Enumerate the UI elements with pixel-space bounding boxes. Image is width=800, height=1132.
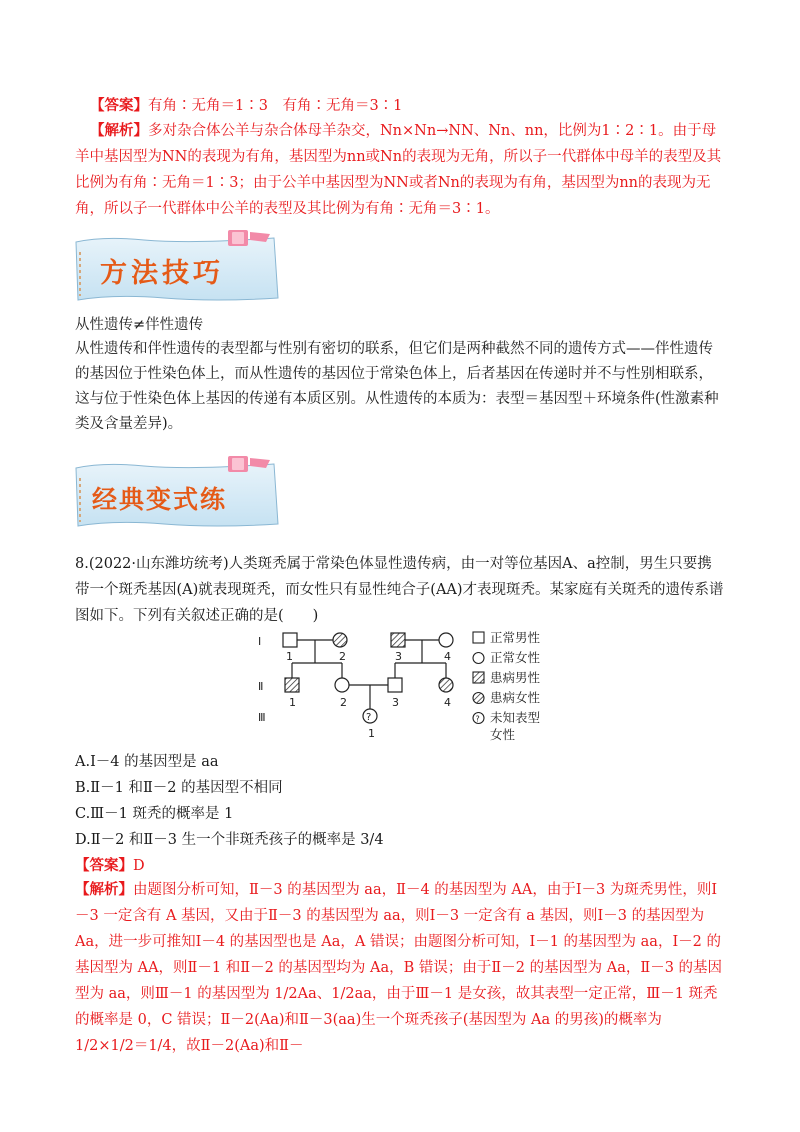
gen3-number-1: 1 [368,727,375,740]
legend-unknown: 未知表型 [490,710,541,725]
legend-affected-female-symbol [473,693,484,704]
gen1-male-1 [283,633,297,647]
analysis-text: 由题图分析可知，Ⅱ－3 的基因型为 aa，Ⅱ－4 的基因型为 AA，由于Ⅰ－3 为斑秃男性，则Ⅰ－3 一定含有 A 基因，又由于Ⅱ－3 的基因型为 aa，则Ⅰ－3 一定含有 a 基因，则Ⅰ－3 的基因型为 Aa，进一步可推知Ⅰ－4 的基因型也是 Aa，A 错误；由题图分析可知，Ⅰ－1 的基因型为 aa，Ⅰ－2 的基因型为 AA，则Ⅱ－1 和Ⅱ－2 的基因型均为 Aa，B 错误；由于Ⅱ－2 的基因型为 Aa，Ⅱ－3 的基因型为 aa，则Ⅲ－1 的基因型为 1/2Aa、1/2aa，由于Ⅲ－1 是女孩，故其表型一定正常，Ⅲ－1 斑秃的概率是 0，C 错误；Ⅱ－2(Aa)和Ⅱ－3(aa)生一个斑秃孩子(基因型为 Aa 的男孩)的概率为 1/2×1/2＝1/4，故Ⅱ－2(Aa)和Ⅱ－ [75,882,723,1054]
gen1-number-4: 4 [444,650,451,663]
analysis [75,877,725,1059]
gen-label-3: Ⅲ [258,711,266,724]
gen1-male-3 [391,633,405,647]
legend-affected-male: 患病男性 [490,670,541,685]
practice-banner [74,454,284,540]
gen2-number-3: 3 [392,696,399,709]
option-c: C.Ⅲ－1 斑秃的概率是 1 [75,806,234,822]
answer-label: 【答案】 [90,97,148,114]
method-banner-title: 方法技巧 [100,258,224,289]
gen3-unknown-mark: ? [366,712,372,723]
gen-label-1: Ⅰ [258,635,262,648]
legend-normal-female-symbol [473,653,484,664]
method-heading: 从性遗传≠伴性遗传 [75,317,204,333]
option-b: B.Ⅱ－1 和Ⅱ－2 的基因型不相同 [75,780,283,796]
legend-normal-male: 正常男性 [490,630,541,645]
previous-analysis [75,118,725,222]
gen1-number-3: 3 [395,650,402,663]
practice-banner-title: 经典变式练 [92,485,228,514]
answer-text: 有角∶无角＝1∶3 有角∶无角＝3∶1 [148,98,403,114]
gen2-number-4: 4 [444,696,451,709]
gen-label-2: Ⅱ [258,680,264,693]
analysis-label: 【解析】 [90,122,148,139]
option-a: A.Ⅰ－4 的基因型是 aa [75,754,219,770]
gen2-female-4 [439,678,453,692]
gen1-number-1: 1 [286,650,293,663]
gen1-number-2: 2 [339,650,346,663]
analysis-text: 多对杂合体公羊与杂合体母羊杂交，Nn×Nn→NN、Nn、nn，比例为1∶2∶1。由于母羊中基因型为NN的表现为有角，基因型为nn或Nn的表现为无角，所以子一代群体中母羊的表型及其比例为有角∶无角＝1∶3；由于公羊中基因型为NN或者Nn的表现为有角，基因型为nn的表现为无角，所以子一代群体中公羊的表型及其比例为有角∶无角＝3∶1。 [75,123,722,217]
gen2-female-2 [335,678,349,692]
gen2-number-1: 1 [289,696,296,709]
question-stem: 8.(2022·山东潍坊统考)人类斑秃属于常染色体显性遗传病，由一对等位基因A、a控制，男生只要携带一个斑秃基因(A)就表现斑秃，而女性只有显性纯合子(AA)才表现斑秃。某家庭有关斑秃的遗传系谱图如下。下列有关叙述正确的是( ) [75,556,724,624]
legend-normal-female: 正常女性 [490,650,541,665]
legend-affected-female: 患病女性 [490,690,541,705]
gen1-female-4 [439,633,453,647]
gen2-number-2: 2 [340,696,347,709]
method-banner [74,228,284,314]
legend-unknown-female: 女性 [490,727,516,742]
method-body: 从性遗传和伴性遗传的表型都与性别有密切的联系，但它们是两种截然不同的遗传方式——伴性遗传的基因位于性染色体上，而从性遗传的基因位于常染色体上，后者基因在传递时并不与性别相联系，这与位于性染色体上基因的传递有本质区别。从性遗传的本质为：表型＝基因型＋环境条件(性激素种类及含量差异)。 [75,341,719,432]
gen2-male-3 [388,678,402,692]
gen2-male-1 [285,678,299,692]
answer [75,856,145,876]
gen1-female-2 [333,633,347,647]
previous-answer [90,96,402,116]
legend-unknown-mark: ? [475,714,480,724]
answer-label: 【答案】 [75,857,133,874]
legend-normal-male-symbol [473,632,484,643]
analysis-label: 【解析】 [75,881,133,898]
answer-text: D [133,858,145,874]
pedigree-diagram [258,627,558,751]
legend-affected-male-symbol [473,672,484,683]
option-d: D.Ⅱ－2 和Ⅱ－3 生一个非斑秃孩子的概率是 3/4 [75,832,384,848]
